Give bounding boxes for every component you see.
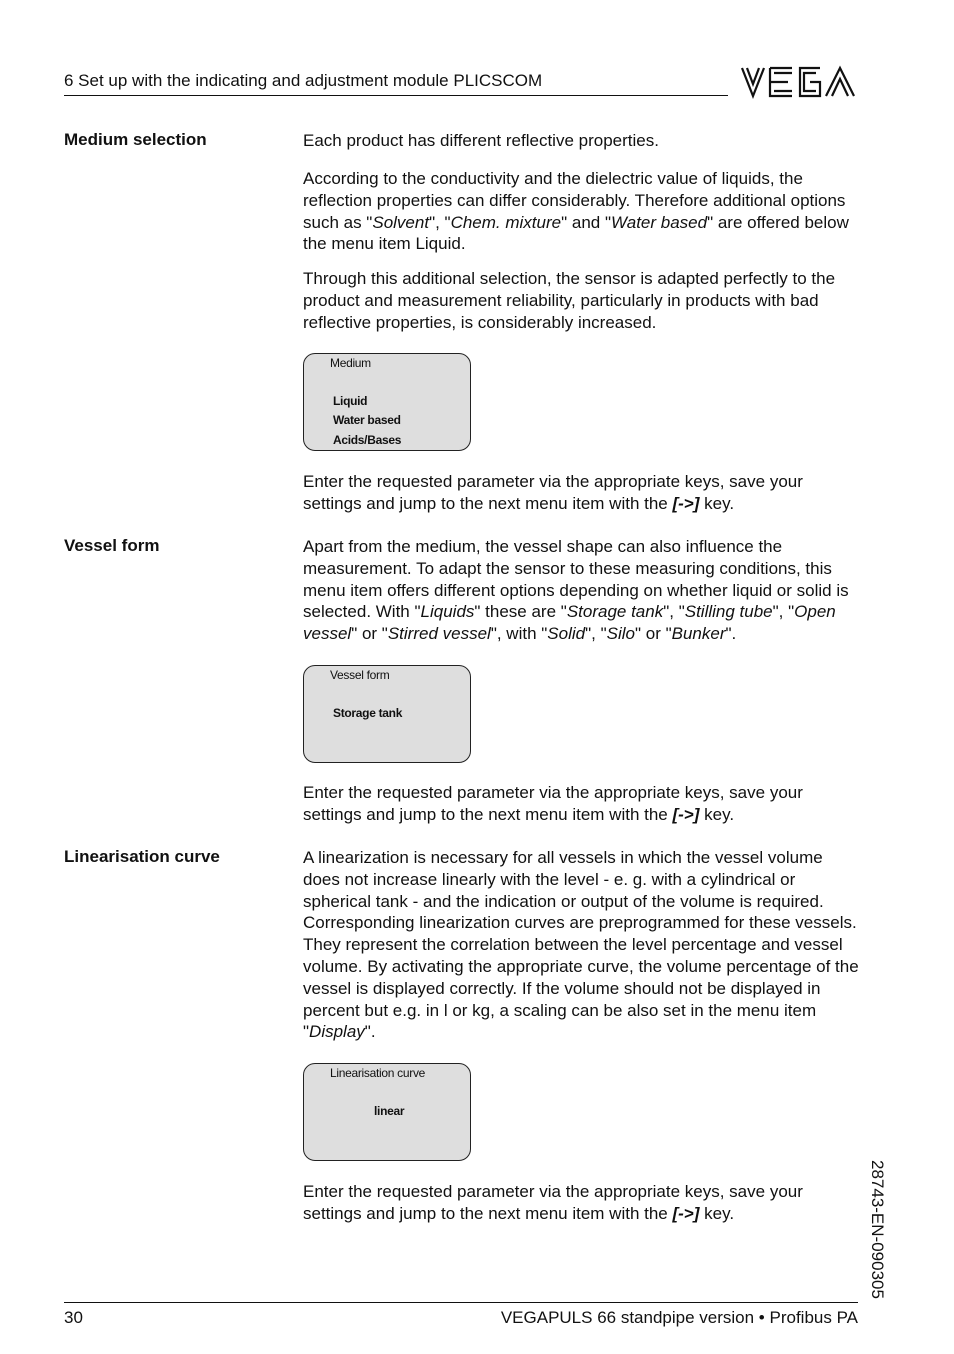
display-title: Medium [330,356,371,370]
medium-enter-instruction: Enter the requested parameter via the appropriate keys, save your settings and jump to the next menu item with the [->] key. [303,472,803,513]
linearisation-value: linear [374,1104,405,1118]
medium-conductivity-paragraph: According to the conductivity and the dielectric value of liquids, the reflection properties can differ considerably. Therefore additional options such as "Solvent", "Chem. mixture" and "Water based" are offered below the menu item Liquid. [303,169,849,254]
medium-option-liquid: Liquid [333,394,368,408]
medium-adaptation-paragraph: Through this additional selection, the sensor is adapted perfectly to the product and measurement reliability, particularly in products with bad reflective properties, is considerably increased. [303,269,836,332]
vessel-form-display-screen [303,665,471,763]
linearisation-curve-heading: Linearisation curve [64,847,220,866]
linearisation-enter-instruction: Enter the requested parameter via the appropriate keys, save your settings and jump to the next menu item with the [->] key. [303,1182,803,1223]
display-title: Linearisation curve [330,1066,426,1080]
arrow-key-label: [->] [672,1203,700,1223]
page-number: 30 [64,1308,83,1327]
linearisation-display-screen [303,1063,471,1161]
display-title: Vessel form [330,668,390,682]
medium-option-water-based: Water based [333,413,401,427]
vega-logo [740,65,858,99]
arrow-key-label: [->] [672,804,700,824]
medium-selection-heading: Medium selection [64,130,207,149]
medium-intro-paragraph: Each product has different reflective properties. [303,131,659,150]
vessel-form-enter-instruction: Enter the requested parameter via the appropriate keys, save your settings and jump to the next menu item with the [->] key. [303,783,803,824]
header-rule [64,95,728,96]
medium-option-acids-bases: Acids/Bases [333,433,402,447]
vessel-form-paragraph: Apart from the medium, the vessel shape can also influence the measurement. To adapt the sensor to these measuring conditions, this menu item offers different options depending on whether liquid or solid is selected. With "Liquids" these are "Storage tank", "Stilling tube", "Open vessel" or "Stirred vessel", with "Solid", "Silo" or "Bunker". [303,537,849,644]
document-code: 28743-EN-090305 [868,1160,887,1299]
vessel-form-value: Storage tank [333,706,403,720]
footer-rule [64,1302,858,1303]
chapter-heading: 6 Set up with the indicating and adjustment module PLICSCOM [64,71,543,90]
linearisation-paragraph: A linearization is necessary for all vessels in which the vessel volume does not increase linearly with the level - e. g. with a cylindrical or spherical tank - and the indication or output of the volume is required. Corresponding linearization curves are preprogrammed for these vessels. They represent the correlation between the level percentage and vessel volume. By activating the appropriate curve, the volume percentage of the vessel is displayed correctly. If the volume should not be displayed in percent but e.g. in l or kg, a scaling can be also set in the menu item "Display". [303,848,859,1042]
medium-display-screen [303,353,471,451]
vessel-form-heading: Vessel form [64,536,160,555]
arrow-key-label: [->] [672,493,700,513]
footer-product-title: VEGAPULS 66 standpipe version • Profibus PA [500,1308,858,1327]
